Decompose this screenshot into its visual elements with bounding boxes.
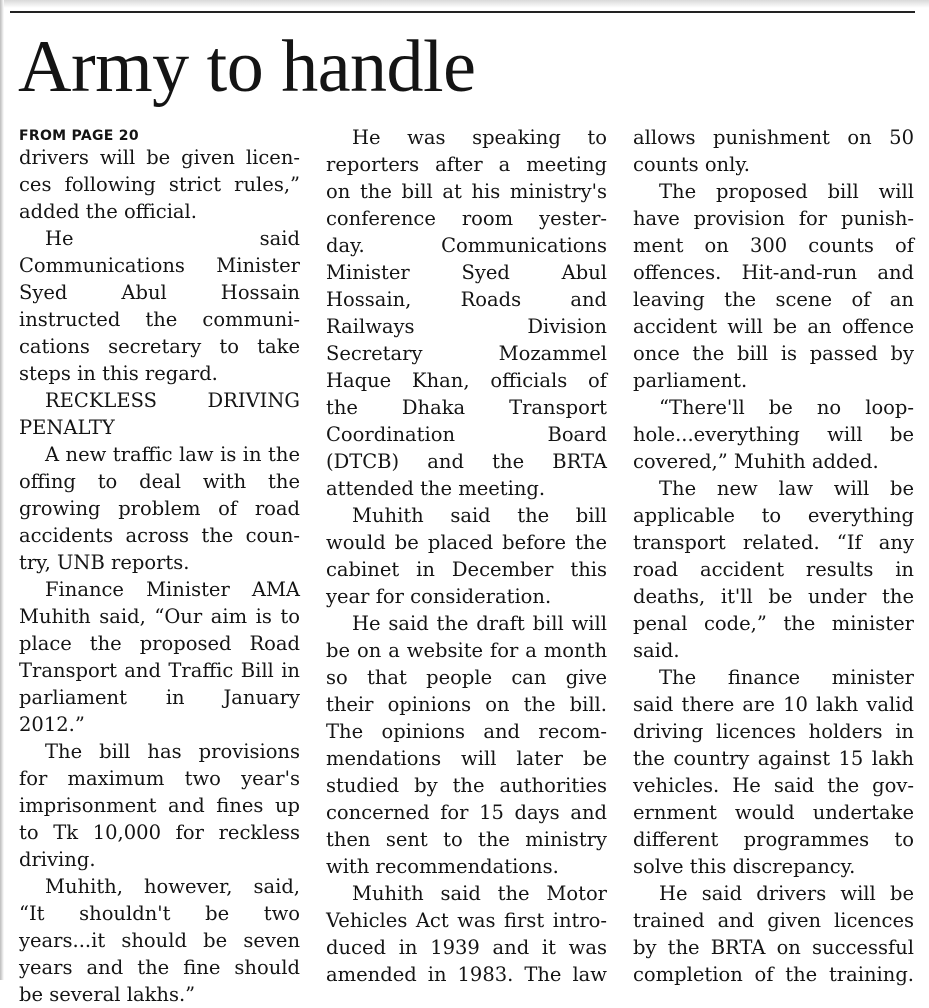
text-line: have provision for punish-	[633, 207, 914, 230]
text-line: reporters after a meeting	[326, 153, 607, 176]
text-line: Coordination Board	[326, 423, 607, 446]
text-line: transport related. “If any	[633, 531, 914, 554]
text-line: then sent to the ministry	[326, 828, 607, 851]
text-line: conference room yester-	[326, 207, 607, 230]
text-line: allows punishment on 50	[633, 126, 914, 149]
text-line: ment on 300 counts of	[633, 234, 914, 257]
text-line: drivers will be given licen-	[19, 146, 300, 169]
text-line: accidents across the coun-	[19, 524, 300, 547]
text-line: driving licences holders in	[633, 720, 914, 743]
text-line: growing problem of road	[19, 497, 300, 520]
text-line: hole...everything will be	[633, 423, 914, 446]
text-line: trained and given licences	[633, 909, 914, 932]
text-line: accident will be an offence	[633, 315, 914, 338]
text-line: Muhith, however, said,	[45, 875, 300, 898]
text-line: Vehicles Act was first intro-	[326, 909, 607, 932]
text-line: He said the draft bill will	[352, 612, 607, 635]
text-line: concerned for 15 days and	[326, 801, 607, 824]
text-line: years and the fine should	[19, 956, 300, 979]
text-line: added the official.	[19, 200, 197, 223]
text-line: so that people can give	[326, 666, 607, 689]
text-line: on the bill at his ministry's	[326, 180, 607, 203]
text-line: by the BRTA on successful	[633, 936, 914, 959]
text-line: A new traffic law is in the	[45, 443, 300, 466]
text-line: attended the meeting.	[326, 477, 546, 500]
text-line: The finance minister	[659, 666, 914, 689]
kicker: FROM PAGE 20	[19, 128, 139, 144]
text-line: parliament in January	[19, 686, 300, 709]
text-line: ces following strict rules,”	[19, 173, 300, 196]
text-line: The proposed bill will	[659, 180, 914, 203]
text-line: counts only.	[633, 153, 750, 176]
text-line: cabinet in December this	[326, 558, 607, 581]
text-line: Finance Minister AMA	[45, 578, 300, 601]
text-line: applicable to everything	[633, 504, 914, 527]
text-line: for maximum two year's	[19, 767, 300, 790]
text-line: The opinions and recom-	[326, 720, 607, 743]
text-line: penal code,” the minister	[633, 612, 914, 635]
headline: Army to handle	[18, 26, 476, 108]
text-line: deaths, it'll be under the	[633, 585, 914, 608]
text-line: He said drivers will be	[659, 882, 914, 905]
text-line: driving.	[19, 848, 96, 871]
text-line: the country against 15 lakh	[633, 747, 914, 770]
text-line: The bill has provisions	[45, 740, 300, 763]
text-line: Minister Syed Abul	[326, 261, 607, 284]
text-line: steps in this regard.	[19, 362, 218, 385]
text-line: place the proposed Road	[19, 632, 300, 655]
text-line: cations secretary to take	[19, 335, 300, 358]
text-line: imprisonment and fines up	[19, 794, 300, 817]
text-line: vehicles. He said the gov-	[633, 774, 914, 797]
text-line: parliament.	[633, 369, 748, 392]
text-line: Transport and Traffic Bill in	[19, 659, 300, 682]
text-line: He was speaking to	[352, 126, 607, 149]
text-line: said there are 10 lakh valid	[633, 693, 914, 716]
text-line: leaving the scene of an	[633, 288, 914, 311]
text-line: would be placed before the	[326, 531, 607, 554]
page-left-edge	[0, 0, 4, 980]
text-line: ernment would undertake	[633, 801, 914, 824]
text-line: Communications Minister	[19, 254, 300, 277]
text-line: “There'll be no loop-	[659, 396, 914, 419]
text-line: once the bill is passed by	[633, 342, 914, 365]
text-line: studied by the authorities	[326, 774, 607, 797]
text-line: RECKLESS DRIVING	[45, 389, 300, 412]
text-line: years...it should be seven	[19, 929, 300, 952]
text-line: instructed the communi-	[19, 308, 300, 331]
text-line: the Dhaka Transport	[326, 396, 607, 419]
text-line: Syed Abul Hossain	[19, 281, 300, 304]
top-rule	[10, 11, 915, 13]
text-line: with recommendations.	[326, 855, 559, 878]
text-line: covered,” Muhith added.	[633, 450, 879, 473]
text-line: Railways Division	[326, 315, 607, 338]
text-line: Muhith said the Motor	[352, 882, 607, 905]
text-line: their opinions on the bill.	[326, 693, 607, 716]
article-column-1	[19, 124, 300, 1006]
text-line: solve this discrepancy.	[633, 855, 856, 878]
page-top-shade	[0, 0, 929, 8]
text-line: 2012.”	[19, 713, 85, 736]
text-line: (DTCB) and the BRTA	[326, 450, 607, 473]
text-line: PENALTY	[19, 416, 115, 439]
text-line: “It shouldn't be two	[19, 902, 300, 925]
text-line: said.	[633, 639, 680, 662]
article-column-3	[633, 124, 914, 986]
text-line: Secretary Mozammel	[326, 342, 607, 365]
text-line: offences. Hit-and-run and	[633, 261, 914, 284]
text-line: Muhith said the bill	[352, 504, 607, 527]
text-line: year for consideration.	[326, 585, 552, 608]
text-line: to Tk 10,000 for reckless	[19, 821, 300, 844]
text-line: be on a website for a month	[326, 639, 607, 662]
text-line: mendations will later be	[326, 747, 607, 770]
text-line: offing to deal with the	[19, 470, 300, 493]
text-line: Muhith said, “Our aim is to	[19, 605, 300, 628]
text-line: The new law will be	[659, 477, 914, 500]
article-column-2	[326, 124, 607, 986]
text-line: try, UNB reports.	[19, 551, 190, 574]
text-line: day. Communications	[326, 234, 607, 257]
text-line: He said	[45, 227, 300, 250]
text-line: different programmes to	[633, 828, 914, 851]
text-line: completion of the training.	[633, 963, 914, 986]
text-line: amended in 1983. The law	[326, 963, 607, 986]
text-line: Haque Khan, officials of	[326, 369, 607, 392]
text-line: road accident results in	[633, 558, 914, 581]
text-line: duced in 1939 and it was	[326, 936, 607, 959]
text-line: be several lakhs.”	[19, 983, 196, 1006]
text-line: Hossain, Roads and	[326, 288, 607, 311]
